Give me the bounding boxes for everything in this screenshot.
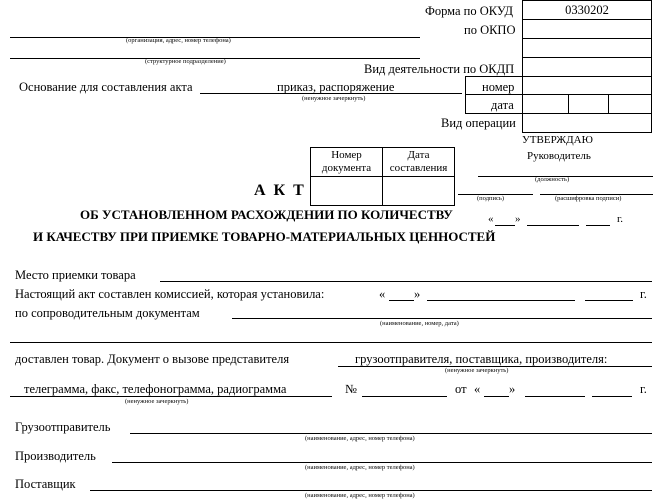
place-label: Место приемки товара [15, 268, 136, 282]
approval-quote-open: « [488, 213, 494, 225]
head-label: Руководитель [527, 150, 591, 162]
place-line[interactable] [160, 281, 652, 282]
commission-quote-open: « [379, 287, 386, 301]
okpo-label: по ОКПО [464, 23, 516, 37]
okdp-cell[interactable] [522, 57, 652, 77]
supplier-line[interactable] [90, 490, 652, 491]
commission-month-line[interactable] [427, 300, 575, 301]
subdivision-caption: (структурное подразделение) [145, 58, 226, 65]
supplier-caption: (наименование, адрес, номер телефона) [305, 492, 415, 499]
commission-year-line[interactable] [585, 300, 633, 301]
shipper-label: Грузоотправитель [15, 420, 111, 434]
producer-label: Производитель [15, 449, 96, 463]
commission-day-line[interactable] [389, 300, 414, 301]
producer-line[interactable] [112, 462, 652, 463]
call-month-line[interactable] [525, 396, 585, 397]
extra-cell[interactable] [522, 38, 652, 58]
call-day-line[interactable] [484, 396, 509, 397]
title-line-1: ОБ УСТАНОВЛЕННОМ РАСХОЖДЕНИИ ПО КОЛИЧЕСТВУ [80, 207, 453, 222]
number-label: номер [482, 80, 515, 94]
approval-month-line[interactable] [527, 225, 579, 226]
shipper-line[interactable] [130, 433, 652, 434]
number-cell[interactable] [522, 76, 652, 95]
approval-year-suffix: г. [617, 213, 624, 225]
decode-caption: (расшифровка подписи) [555, 195, 622, 202]
telegram-options: телеграмма, факс, телефонограмма, радиограмма [24, 382, 287, 396]
commission-year-suffix: г. [640, 287, 647, 301]
doc-date-header: Дата составления [389, 149, 448, 174]
okud-cell [522, 0, 652, 20]
basis-caption: (ненужное зачеркнуть) [302, 95, 366, 102]
docs-caption: (наименование, номер, дата) [380, 320, 459, 327]
approve-label: УТВЕРЖДАЮ [522, 134, 593, 146]
call-doc-number-line[interactable] [362, 396, 447, 397]
docs-label: по сопроводительным документам [15, 306, 200, 320]
okdp-label: Вид деятельности по ОКДП [364, 62, 515, 76]
blank-line[interactable] [10, 342, 652, 343]
approval-day-line[interactable] [495, 225, 515, 226]
call-quote-open: « [474, 382, 481, 396]
producer-caption: (наименование, адрес, номер телефона) [305, 464, 415, 471]
basis-label: Основание для составления акта [19, 80, 193, 94]
approval-quote-close: » [515, 213, 521, 225]
signature-caption: (подпись) [477, 195, 504, 202]
operation-label: Вид операции [441, 116, 516, 130]
number-sign: № [345, 382, 357, 396]
date-cell[interactable] [522, 94, 652, 114]
telegram-line[interactable] [10, 396, 332, 397]
shipper-options: грузоотправителя, поставщика, производителя: [355, 352, 608, 366]
delivered-label: доставлен товар. Документ о вызове представителя [15, 352, 290, 366]
operation-cell[interactable] [522, 113, 652, 133]
position-caption: (должность) [535, 176, 570, 183]
commission-label: Настоящий акт составлен комиссией, которая установила: [15, 287, 325, 301]
docs-line[interactable] [232, 318, 652, 319]
shipper-strike-caption: (ненужное зачеркнуть) [445, 367, 509, 374]
basis-value: приказ, распоряжение [277, 80, 395, 94]
commission-quote-close: » [414, 287, 421, 301]
codes-grid [522, 0, 652, 133]
telegram-caption: (ненужное зачеркнуть) [125, 398, 189, 405]
call-quote-close: » [509, 382, 516, 396]
call-year-suffix: г. [640, 382, 647, 396]
supplier-label: Поставщик [15, 477, 76, 491]
org-caption: (организация, адрес, номер телефона) [126, 37, 231, 44]
doc-table [310, 147, 455, 206]
okpo-cell[interactable] [522, 19, 652, 39]
okud-label: Форма по ОКУД [425, 4, 513, 18]
doc-number-header: Номер документа [321, 149, 372, 174]
shipper-caption: (наименование, адрес, номер телефона) [305, 435, 415, 442]
call-year-line[interactable] [592, 396, 632, 397]
act-title: А К Т [254, 182, 306, 199]
title-line-2: И КАЧЕСТВУ ПРИ ПРИЕМКЕ ТОВАРНО-МАТЕРИАЛЬНЫХ ЦЕННОСТЕЙ [33, 229, 496, 244]
from-label: от [455, 382, 467, 396]
approval-year-line[interactable] [586, 225, 610, 226]
date-label: дата [491, 98, 514, 112]
okud-value: 0330202 [565, 3, 609, 17]
